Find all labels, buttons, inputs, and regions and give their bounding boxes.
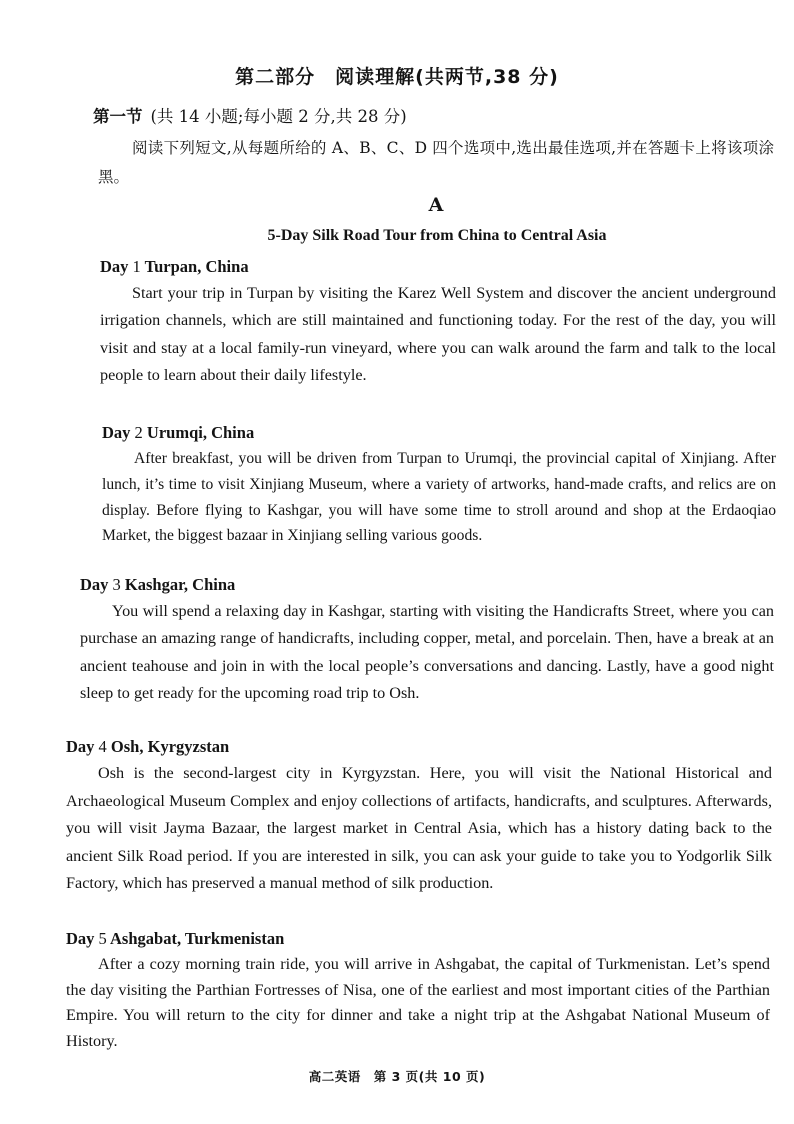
day-paragraph: After a cozy morning train ride, you will arrive in Ashgabat, the capital of Turkmenistan. Let’s spend the day visiting the Parthian Fortresses of Nisa, one of the earliest and most important cities of the Parthian Empire. You will return to the city for dinner and take a night trip at the Ashgabat National Museum of History. bbox=[66, 955, 770, 1050]
day-place: Ashgabat, Turkmenistan bbox=[110, 929, 285, 948]
day-place: Osh, Kyrgyzstan bbox=[110, 737, 230, 756]
day-place: Urumqi, China bbox=[146, 423, 255, 442]
part-title: 第二部分 阅读理解(共两节,38 分) bbox=[235, 66, 559, 88]
day-paragraph: Start your trip in Turpan by visiting the Karez Well System and discover the ancient underground irrigation channels, which are still maintained and functioning today. For the rest of the day, you will visit and stay at a local family-run vineyard, where you can walk around the farm and talk to the local people to learn about their daily lifestyle. bbox=[100, 284, 776, 385]
day-number: 1 bbox=[132, 257, 141, 276]
day-place: Kashgar, China bbox=[124, 575, 236, 594]
day-label: Day bbox=[80, 575, 109, 594]
page-footer: 高二英语 第 3 页(共 10 页) bbox=[308, 1069, 486, 1084]
day-paragraph: After breakfast, you will be driven from Turpan to Urumqi, the provincial capital of Xinjiang. After lunch, it’s time to visit Xinjiang Museum, where a variety of artworks, hand-made crafts, and relics are on display. Before flying to Kashgar, you will have some time to stroll around and shop at the Erdaoqiao Market, the biggest bazaar in Xinjiang selling various goods. bbox=[102, 450, 776, 545]
passage-letter: A bbox=[428, 194, 444, 216]
day-label: Day bbox=[102, 423, 131, 442]
day-number: 5 bbox=[98, 929, 107, 948]
day-5-section bbox=[66, 926, 770, 1054]
day-paragraph: Osh is the second-largest city in Kyrgyzstan. Here, you will visit the National Historical and Archaeological Museum Complex and enjoy collections of artifacts, handicrafts, and sculptures. Afterwards, you will visit Jayma Bazaar, the largest market in Central Asia, which has a history dating back to the ancient Silk Road period. If you are interested in silk, you can ask your guide to take you to Yodgorlik Silk Factory, which has preserved a manual method of silk production. bbox=[66, 764, 772, 893]
section-title bbox=[93, 103, 407, 127]
day-heading bbox=[80, 572, 774, 598]
day-number: 4 bbox=[98, 737, 107, 756]
day-place: Turpan, China bbox=[144, 257, 249, 276]
day-heading bbox=[66, 926, 770, 952]
day-number: 2 bbox=[134, 423, 143, 442]
section-name: 第一节 bbox=[93, 107, 143, 126]
day-3-section bbox=[80, 572, 774, 708]
day-heading bbox=[100, 254, 776, 280]
day-heading bbox=[102, 420, 776, 446]
day-label: Day bbox=[66, 737, 95, 756]
instructions: 阅读下列短文,从每题所给的 A、B、C、D 四个选项中,选出最佳选项,并在答题卡上将该项涂黑。 bbox=[98, 139, 774, 186]
section-detail: (共 14 小题;每小题 2 分,共 28 分) bbox=[150, 107, 407, 126]
day-1-section bbox=[100, 254, 776, 390]
passage-title: 5-Day Silk Road Tour from China to Central Asia bbox=[267, 227, 607, 244]
day-label: Day bbox=[100, 257, 129, 276]
day-2-section bbox=[102, 420, 776, 549]
day-4-section bbox=[66, 734, 772, 898]
day-label: Day bbox=[66, 929, 95, 948]
day-number: 3 bbox=[112, 575, 121, 594]
day-paragraph: You will spend a relaxing day in Kashgar, starting with visiting the Handicrafts Street, where you can purchase an amazing range of handicrafts, including copper, metal, and porcelain. Then, have a break at an ancient teahouse and join in with the local people’s conversations and dancing. Lastly, have a good night sleep to get ready for the upcoming road trip to Osh. bbox=[80, 602, 774, 703]
day-heading bbox=[66, 734, 772, 760]
